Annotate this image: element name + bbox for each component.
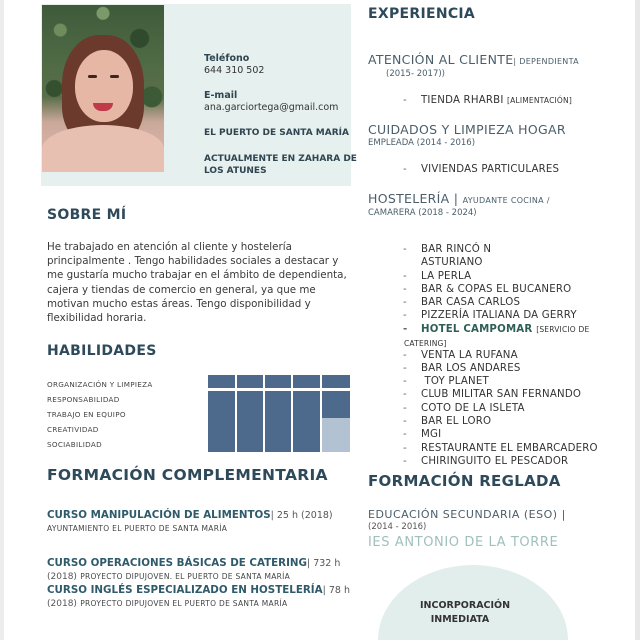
face	[75, 50, 133, 122]
education-years: (2014 - 2016)	[368, 522, 427, 532]
skill-bar-cell	[322, 375, 350, 388]
place-name: BAR & COPAS EL BUCANERO	[421, 284, 572, 295]
bullet-dash: -	[403, 363, 407, 374]
email-block	[204, 90, 338, 114]
place-name: CHIRINGUITO EL PESCADOR	[421, 456, 569, 467]
bullet-dash: -	[403, 416, 407, 427]
skill-bar-cell	[265, 375, 291, 388]
current-location	[204, 153, 357, 177]
place-name: HOTEL CAMPOMAR	[421, 324, 533, 335]
job-place	[403, 443, 598, 454]
bullet-dash: -	[403, 95, 407, 106]
skill-item: RESPONSABILIDAD	[47, 395, 120, 404]
education-school: IES ANTONIO DE LA TORRE	[368, 535, 559, 550]
place-name: MGI	[421, 429, 442, 440]
course-year: (2018)	[47, 599, 77, 609]
phone-block	[204, 53, 264, 77]
job-place	[403, 403, 525, 414]
job-place	[403, 284, 571, 295]
availability-text	[420, 599, 511, 627]
skill-bar-cell-empty	[322, 418, 350, 452]
bullet-dash: -	[403, 297, 407, 308]
skill-item: TRABAJO EN EQUIPO	[47, 410, 126, 419]
job-place-highlight	[403, 324, 589, 335]
job-role: AYUDANTE COCINA /	[462, 196, 550, 205]
email-value: ana.garciortega@gmail.com	[204, 102, 339, 113]
course-hours: | 78 h	[322, 585, 350, 596]
course-year: (2018)	[47, 572, 77, 582]
page-edge-right	[635, 0, 640, 640]
job-heading	[368, 52, 579, 67]
place-name: BAR RINCÓ N	[421, 244, 492, 255]
current-location-line2: LOS ATUNES	[204, 166, 267, 176]
course-name: CURSO INGLÉS ESPECIALIZADO EN HOSTELERÍA	[47, 584, 323, 596]
course-name: CURSO OPERACIONES BÁSICAS DE CATERING	[47, 557, 307, 569]
course-hours: | 25 h (2018)	[270, 510, 333, 521]
job-place	[403, 429, 441, 440]
skill-bar-cell	[237, 391, 263, 452]
bullet-dash: -	[403, 456, 407, 467]
job-place	[403, 95, 572, 106]
city: EL PUERTO DE SANTA MARÍA	[204, 128, 349, 138]
skill-item: CREATIVIDAD	[47, 425, 99, 434]
bullet-dash: -	[403, 310, 407, 321]
bullet-dash: -	[403, 376, 407, 387]
place-name: CLUB MILITAR SAN FERNANDO	[421, 389, 582, 400]
experience-title: EXPERIENCIA	[368, 6, 476, 22]
bullet-dash: -	[403, 324, 408, 335]
bullet-dash: -	[403, 389, 407, 400]
job-place	[403, 376, 489, 387]
eye-left	[88, 75, 97, 78]
job-place	[403, 389, 581, 400]
availability-line2: INMEDIATA	[430, 614, 490, 625]
skill-bar-cell	[208, 391, 235, 452]
place-name: LA PERLA	[421, 271, 472, 282]
bullet-dash: -	[403, 429, 407, 440]
job-heading	[368, 191, 550, 206]
place-name: RESTAURANTE EL EMBARCADERO	[421, 443, 598, 454]
job-place-cont: ASTURIANO	[421, 257, 483, 268]
job-place	[403, 416, 491, 427]
skill-item: SOCIABILIDAD	[47, 440, 102, 449]
job-role: | DEPENDIENTA	[513, 57, 579, 66]
place-name: BAR LOS ANDARES	[421, 363, 521, 374]
bullet-dash: -	[403, 244, 407, 255]
job-role: EMPLEADA (2014 - 2016)	[368, 138, 476, 148]
skill-bar-cell	[293, 391, 320, 452]
courses-title: FORMACIÓN COMPLEMENTARIA	[47, 466, 328, 484]
bullet-dash: -	[403, 350, 407, 361]
course-org: PROYECTO DIPUJOVEN. EL PUERTO DE SANTA MARÍA	[80, 572, 291, 581]
about-text: He trabajado en atención al cliente y hostelería principalmente . Tengo habilidades sociales a destacar y me gustaría mucho trabajar en el ámbito de dependienta, cajera y tiendas de comercio en general, ya que me motivan mucho estas áreas. Tengo disponibilidad y flexibilidad horaria.	[47, 241, 347, 325]
course-item	[47, 509, 333, 535]
job-place	[403, 363, 521, 374]
skill-bar-cell	[322, 391, 350, 418]
place-name: PIZZERÍA ITALIANA DA GERRY	[421, 310, 577, 321]
job-years: (2015- 2017))	[386, 69, 445, 79]
place-tag-cont	[404, 338, 447, 349]
skill-bar-cell	[265, 391, 291, 452]
skill-item: ORGANIZACIÓN Y LIMPIEZA	[47, 380, 153, 389]
education-degree: EDUCACIÓN SECUNDARIA (ESO) |	[368, 508, 566, 521]
place-name: BAR CASA CARLOS	[421, 297, 521, 308]
bullet-dash: -	[403, 443, 407, 454]
job-place	[403, 310, 577, 321]
bullet-dash: -	[403, 164, 407, 175]
bullet-dash: -	[403, 271, 407, 282]
phone-label: Teléfono	[204, 53, 250, 64]
skills-title: HABILIDADES	[47, 343, 157, 359]
place-name: COTO DE LA ISLETA	[421, 403, 525, 414]
education-title: FORMACIÓN REGLADA	[368, 472, 561, 490]
page-edge-left	[0, 0, 4, 640]
job-heading: CUIDADOS Y LIMPIEZA HOGAR	[368, 122, 566, 137]
course-hours: | 732 h	[307, 558, 341, 569]
job-area: HOSTELERÍA |	[368, 191, 463, 206]
email-label: E-mail	[204, 90, 238, 101]
place-tag: [ALIMENTACIÓN]	[507, 96, 572, 105]
place-name: BAR EL LORO	[421, 416, 492, 427]
course-name: CURSO MANIPULACIÓN DE ALIMENTOS	[47, 509, 271, 521]
shoulders	[42, 125, 164, 172]
place-tag: CATERING]	[404, 339, 447, 348]
skills-level-chart	[208, 375, 350, 452]
course-org: AYUNTAMIENTO EL PUERTO DE SANTA MARÍA	[47, 524, 228, 533]
about-title: SOBRE MÍ	[47, 207, 127, 223]
course-org: PROYECTO DIPUJOVEN EL PUERTO DE SANTA MARÍA	[80, 599, 288, 608]
course-item	[47, 584, 350, 611]
course-item	[47, 557, 340, 584]
job-place	[403, 297, 520, 308]
profile-photo	[42, 5, 164, 172]
skills-list	[47, 377, 153, 452]
place-name: VIVIENDAS PARTICULARES	[421, 164, 560, 175]
bullet-dash: -	[403, 284, 407, 295]
skill-bar-cell	[293, 375, 320, 388]
availability-line1: INCORPORACIÓN	[420, 600, 511, 611]
job-place	[403, 164, 559, 175]
place-tag: [SERVICIO DE	[536, 325, 590, 334]
place-name: VENTA LA RUFANA	[421, 350, 518, 361]
bullet-dash: -	[403, 403, 407, 414]
job-role-cont: CAMARERA (2018 - 2024)	[368, 208, 477, 218]
job-place	[403, 350, 518, 361]
job-place	[403, 244, 491, 255]
job-place	[403, 456, 568, 467]
place-name: TIENDA RHARBI	[421, 95, 504, 106]
phone-value: 644 310 502	[204, 65, 265, 76]
job-place	[403, 271, 471, 282]
job-area: ATENCIÓN AL CLIENTE	[368, 52, 514, 67]
eye-right	[110, 75, 119, 78]
skill-bar-cell	[237, 375, 263, 388]
skill-bar-cell	[208, 375, 235, 388]
place-name: TOY PLANET	[421, 376, 489, 387]
current-location-line1: ACTUALMENTE EN ZAHARA DE	[204, 154, 357, 164]
